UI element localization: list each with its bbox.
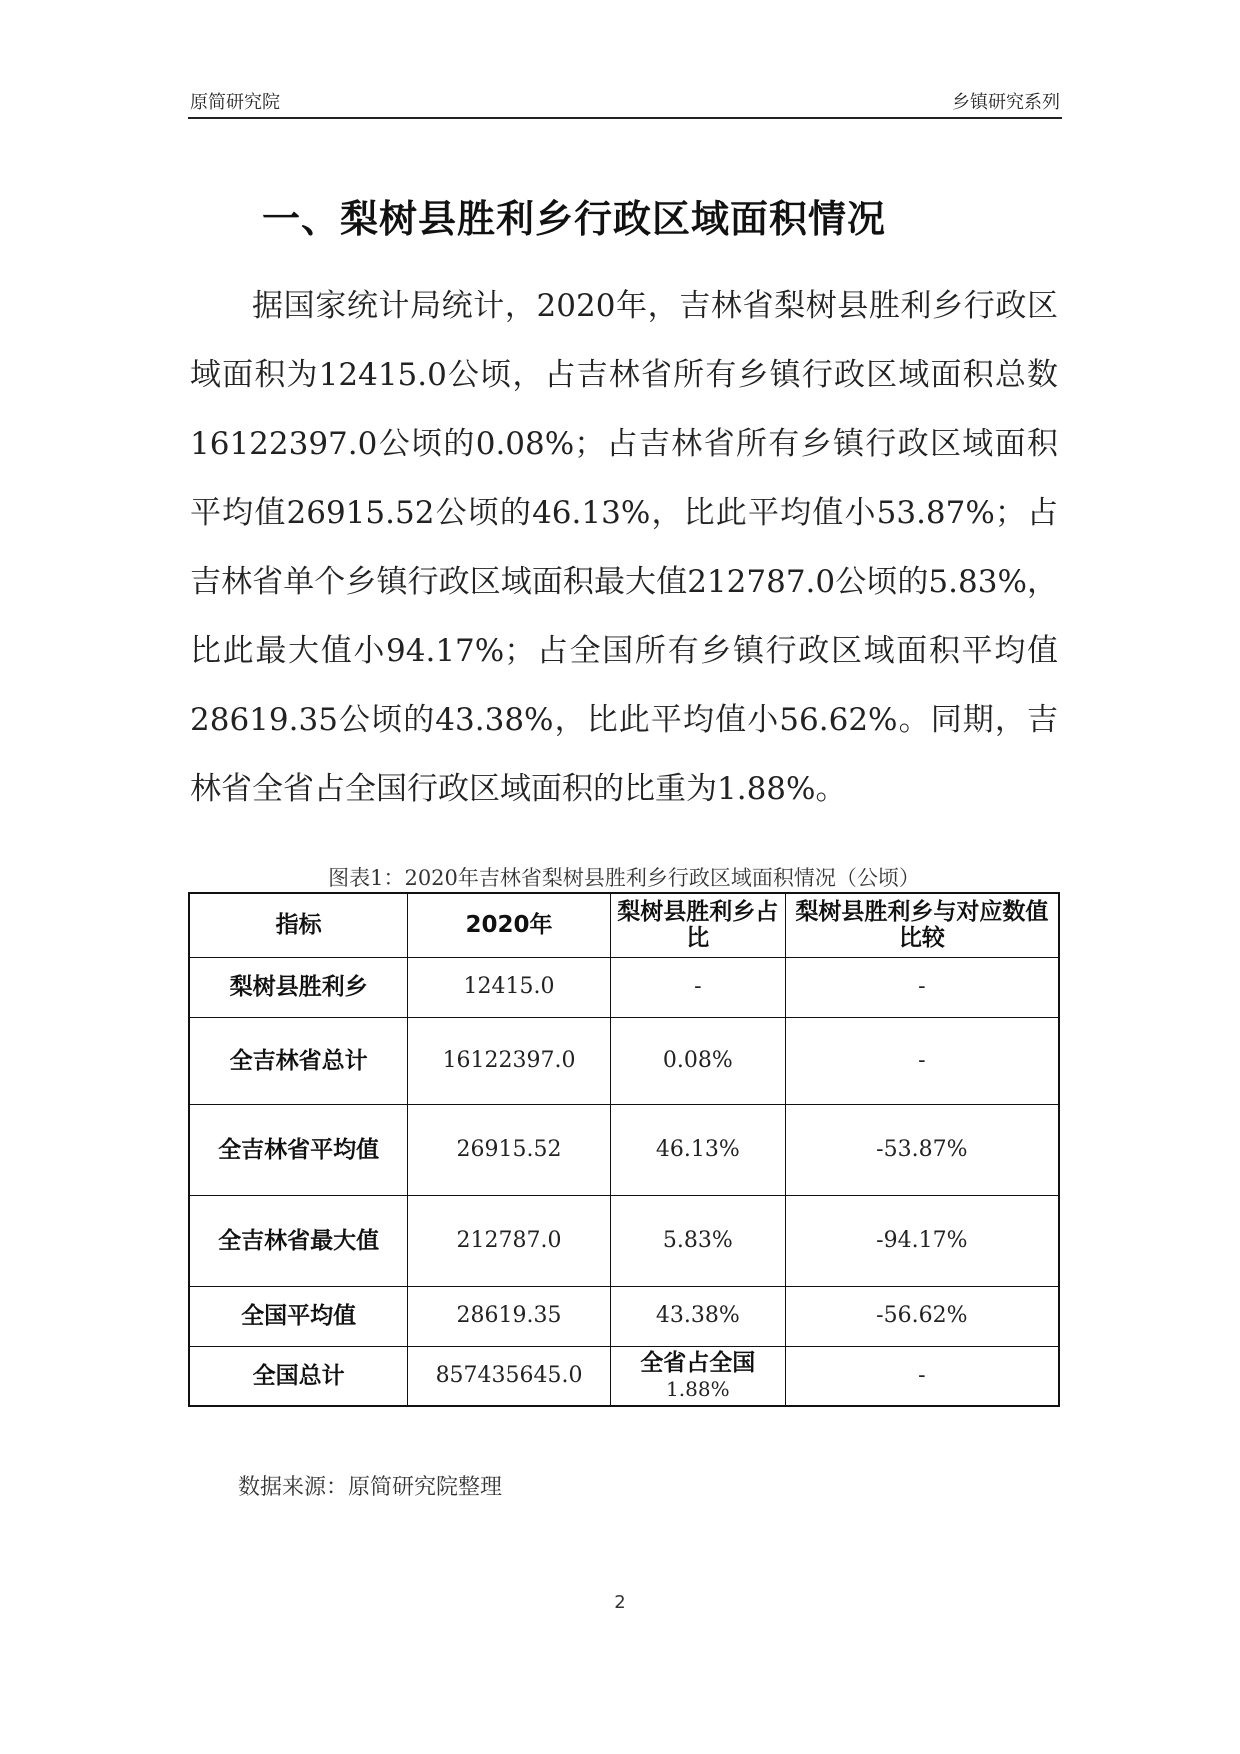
- row-label: 梨树县胜利乡: [189, 957, 408, 1017]
- row-ratio-value: 1.88%: [666, 1376, 730, 1401]
- header-year: 2020年: [408, 893, 611, 957]
- row-ratio: 46.13%: [610, 1104, 785, 1195]
- header-compare: 梨树县胜利乡与对应数值比较: [785, 893, 1059, 957]
- row-label: 全吉林省总计: [189, 1017, 408, 1104]
- row-ratio: 5.83%: [610, 1195, 785, 1286]
- header-org-name: 原简研究院: [190, 92, 280, 113]
- row-compare: -: [785, 957, 1059, 1017]
- row-value: 212787.0: [408, 1195, 611, 1286]
- area-table: [188, 892, 1060, 1407]
- row-value: 12415.0: [408, 957, 611, 1017]
- row-compare: -94.17%: [785, 1195, 1059, 1286]
- row-label: 全吉林省平均值: [189, 1104, 408, 1195]
- table-row: [189, 957, 1059, 1017]
- row-value: 26915.52: [408, 1104, 611, 1195]
- row-ratio: [610, 1346, 785, 1406]
- table-row: [189, 1195, 1059, 1286]
- row-compare: -53.87%: [785, 1104, 1059, 1195]
- page-number: 2: [614, 1592, 626, 1613]
- row-compare: -56.62%: [785, 1286, 1059, 1346]
- row-value: 857435645.0: [408, 1346, 611, 1406]
- row-ratio: -: [610, 957, 785, 1017]
- section-title: 一、梨树县胜利乡行政区域面积情况: [262, 197, 887, 241]
- table-row: [189, 1017, 1059, 1104]
- row-label: 全国总计: [189, 1346, 408, 1406]
- header-ratio: 梨树县胜利乡占比: [610, 893, 785, 957]
- header-indicator: 指标: [189, 893, 408, 957]
- table-row: [189, 1286, 1059, 1346]
- header-divider: [188, 117, 1062, 119]
- source-note: 数据来源：原简研究院整理: [238, 1475, 503, 1500]
- table-row: [189, 1346, 1059, 1406]
- row-ratio-title: 全省占全国: [640, 1349, 756, 1376]
- row-compare: -: [785, 1346, 1059, 1406]
- row-ratio: 43.38%: [610, 1286, 785, 1346]
- row-value: 16122397.0: [408, 1017, 611, 1104]
- body-paragraph: 据国家统计局统计，2020年，吉林省梨树县胜利乡行政区域面积为12415.0公顷，占吉林省所有乡镇行政区域面积总数16122397.0公顷的0.08%；占吉林省所有乡镇行政区域面积平均值26915.52公顷的46.13%，比此平均值小53.87%；占吉林省单个乡镇行政区域面积最大值212787.0公顷的5.83%，比此最大值小94.17%；占全国所有乡镇行政区域面积平均值28619.35公顷的43.38%，比此平均值小56.62%。同期，吉林省全省占全国行政区域面积的比重为1.88%。: [190, 288, 1058, 807]
- table-header-row: [189, 893, 1059, 957]
- row-label: 全吉林省最大值: [189, 1195, 408, 1286]
- table-caption: 图表1：2020年吉林省梨树县胜利乡行政区域面积情况（公顷）: [328, 866, 920, 890]
- row-compare: -: [785, 1017, 1059, 1104]
- row-ratio: 0.08%: [610, 1017, 785, 1104]
- header-series-name: 乡镇研究系列: [952, 92, 1060, 113]
- row-value: 28619.35: [408, 1286, 611, 1346]
- row-label: 全国平均值: [189, 1286, 408, 1346]
- table-row: [189, 1104, 1059, 1195]
